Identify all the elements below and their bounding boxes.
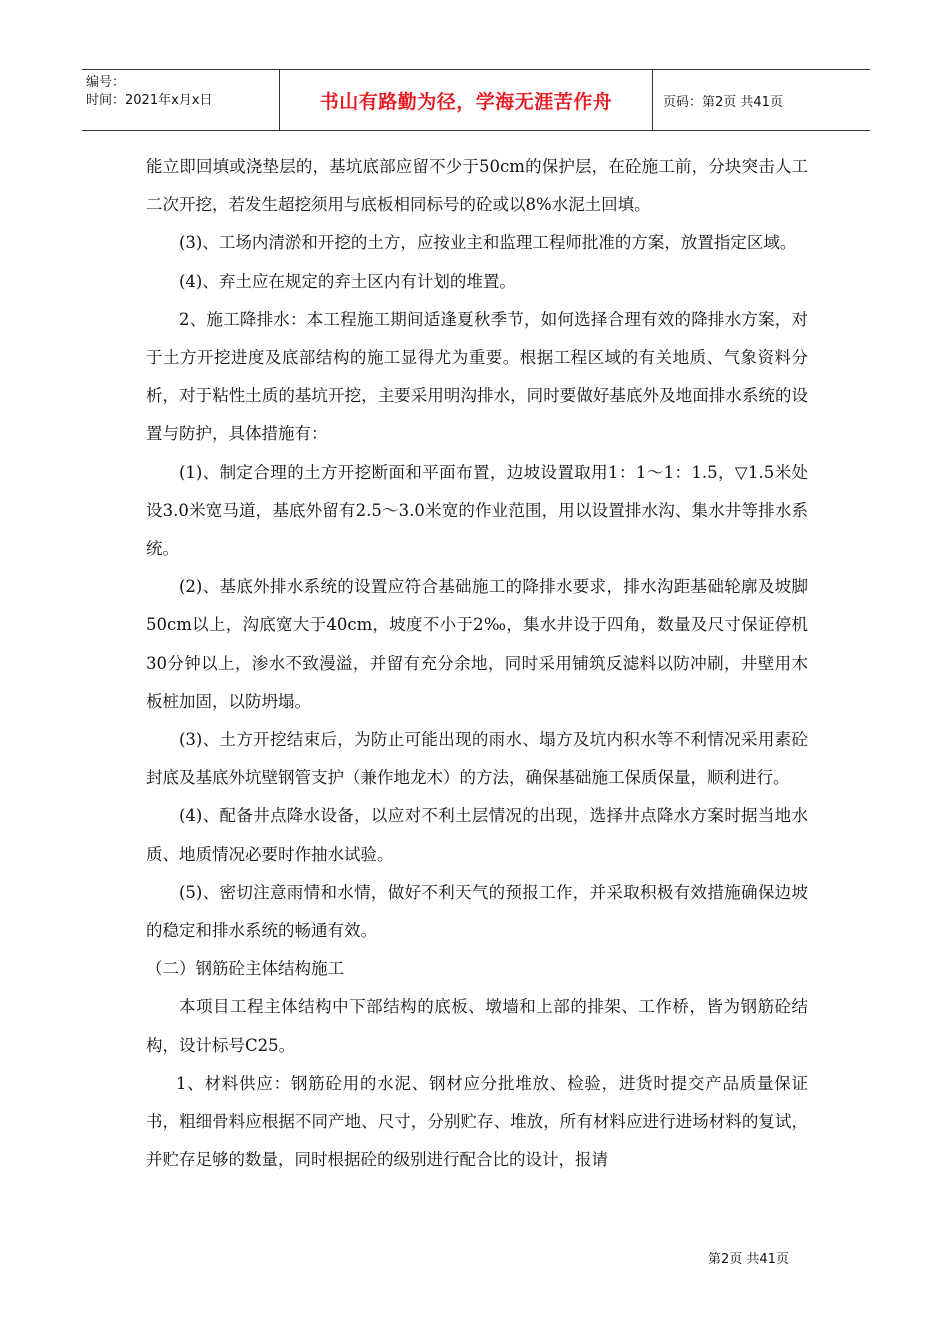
paragraph: 2、施工降排水：本工程施工期间适逢夏秋季节，如何选择合理有效的降排水方案，对于土方开挖进度及底部结构的施工显得尤为重要。根据工程区域的有关地质、气象资料分析，对于粘性土质的基坑开挖，主要采用明沟排水，同时要做好基底外及地面排水系统的设置与防护，具体措施有： bbox=[146, 309, 808, 444]
page-footer: 第2页 共41页 bbox=[708, 1252, 789, 1267]
header-meta bbox=[82, 70, 280, 130]
paragraph: (4)、弃土应在规定的弃土区内有计划的堆置。 bbox=[179, 271, 516, 291]
document-number-label: 编号： bbox=[86, 75, 126, 90]
paragraph: 1、材料供应：钢筋砼用的水泥、钢材应分批堆放、检验，进货时提交产品质量保证书，粗细骨料应根据不同产地、尺寸，分别贮存、堆放，所有材料应进行进场材料的复试，并贮存足够的数量，同时根据砼的级别进行配合比的设计，报请 bbox=[146, 1073, 808, 1170]
paragraph: (2)、基底外排水系统的设置应符合基础施工的降排水要求，排水沟距基础轮廓及坡脚50cm以上，沟底宽大于40cm，坡度不小于2‰，集水井设于四角，数量及尺寸保证停机30分钟以上，渗水不致漫溢，并留有充分余地，同时采用铺筑反滤料以防冲刷，井壁用木板桩加固，以防坍塌。 bbox=[146, 577, 808, 711]
paragraph: 本项目工程主体结构中下部结构的底板、墩墙和上部的排架、工作桥，皆为钢筋砼结构，设计标号C25。 bbox=[146, 997, 808, 1055]
paragraph: (3)、土方开挖结束后，为防止可能出现的雨水、塌方及坑内积水等不利情况采用素砼封底及基底外坑壁钢管支护（兼作地龙木）的方法，确保基础施工保质保量，顺利进行。 bbox=[146, 730, 808, 788]
header-page-info: 页码：第2页 共41页 bbox=[663, 94, 783, 110]
paragraph: 能立即回填或浇垫层的，基坑底部应留不少于50cm的保护层，在砼施工前，分块突击人工二次开挖，若发生超挖须用与底板相同标号的砼或以8%水泥土回填。 bbox=[146, 157, 808, 215]
page-header bbox=[82, 69, 870, 131]
section-heading: （二）钢筋砼主体结构施工 bbox=[146, 959, 344, 979]
header-motto: 书山有路勤为径，学海无涯苦作舟 bbox=[280, 70, 653, 130]
document-body bbox=[146, 148, 808, 1179]
document-time-label: 时间：2021年x月x日 bbox=[86, 93, 213, 108]
paragraph: (3)、工场内清淤和开挖的土方，应按业主和监理工程师批准的方案，放置指定区域。 bbox=[179, 233, 797, 253]
paragraph: (1)、制定合理的土方开挖断面和平面布置，边坡设置取用1：1～1：1.5，▽1.5米处设3.0米宽马道，基底外留有2.5～3.0米宽的作业范围，用以设置排水沟、集水井等排水系统。 bbox=[146, 462, 808, 559]
paragraph: (4)、配备井点降水设备，以应对不利土层情况的出现，选择井点降水方案时据当地水质、地质情况必要时作抽水试验。 bbox=[146, 806, 808, 864]
paragraph: (5)、密切注意雨情和水情，做好不利天气的预报工作，并采取积极有效措施确保边坡的稳定和排水系统的畅通有效。 bbox=[146, 882, 808, 941]
